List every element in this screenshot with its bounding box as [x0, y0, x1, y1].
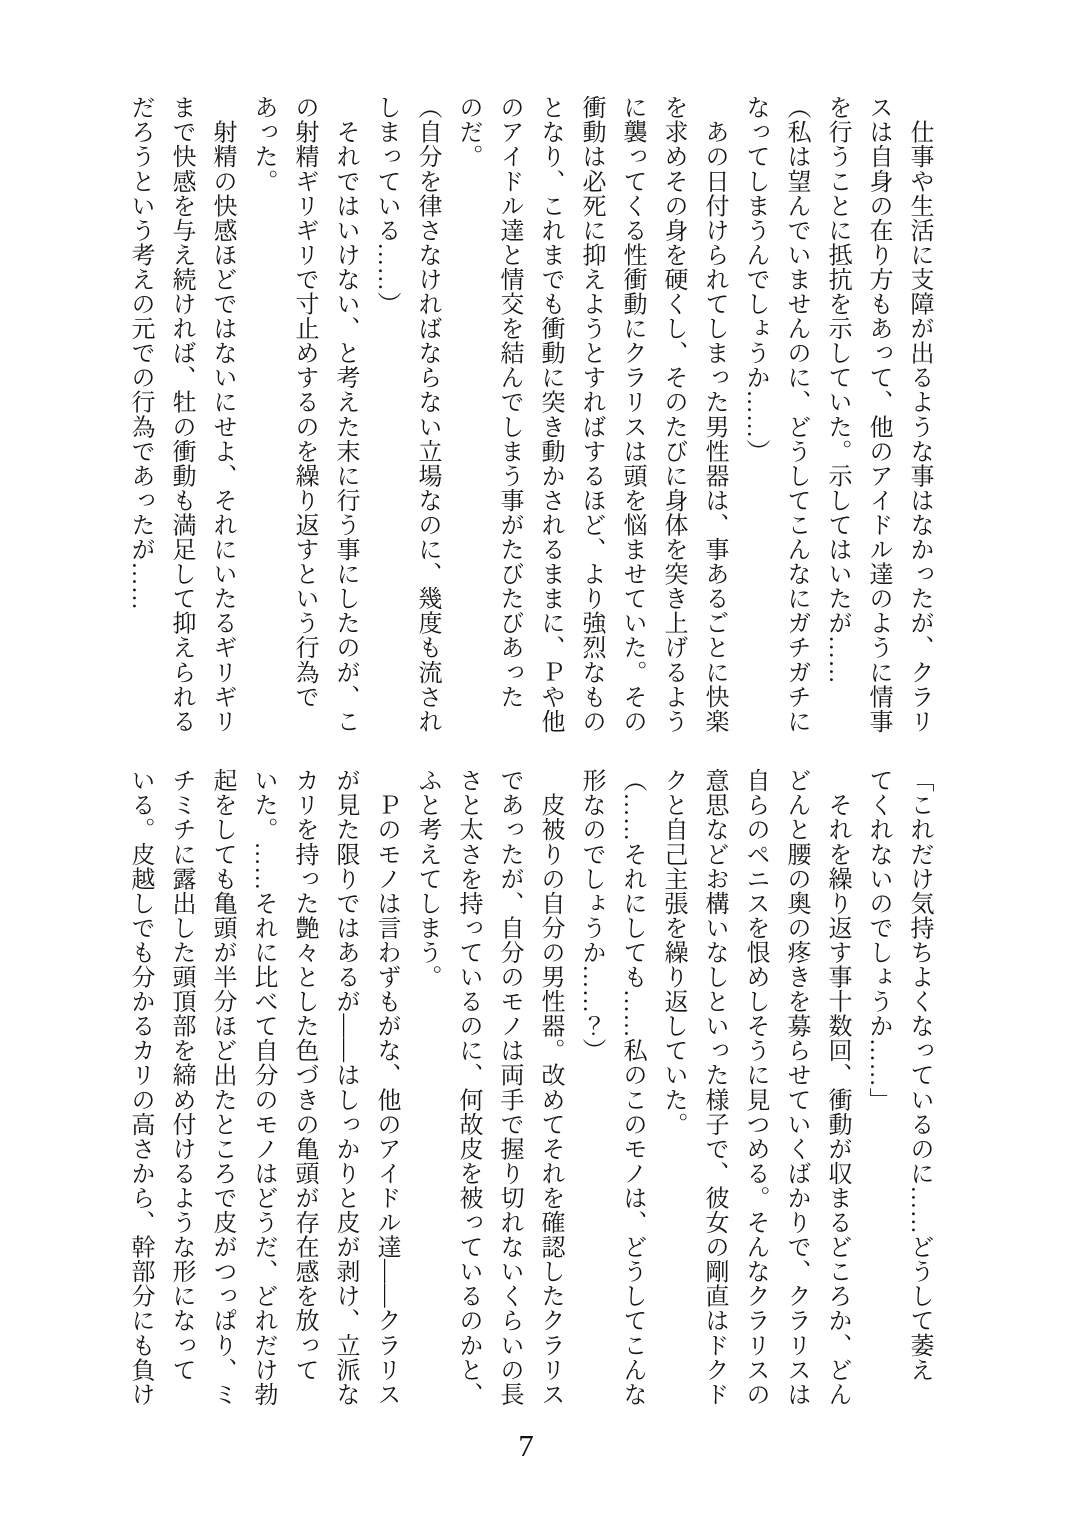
text-line: チミチに露出した頭頂部を締め付けるような形になって	[168, 768, 194, 1382]
text-line: のアイドル達と情交を結んでしまう事がたびたびあった	[496, 95, 522, 709]
text-line: まで快感を与え続ければ、牡の衝動も満足して抑えられる	[168, 95, 194, 734]
text-line: それではいけない、と考えた末に行う事にしたのが、こ	[332, 95, 358, 734]
text-line: いる。皮越しでも分かるカリの高さから、幹部分にも負け	[127, 768, 153, 1407]
text-line: 仕事や生活に支障が出るような事はなかったが、クラリ	[906, 95, 932, 734]
text-line: （自分を律さなければならない立場なのに、幾度も流され	[414, 95, 440, 734]
text-line: 射精の快感ほどではないにせよ、それにいたるギリギリ	[209, 95, 235, 734]
text-line: であったが、自分のモノは両手で握り切れないくらいの長	[496, 768, 522, 1407]
top-text-block	[119, 95, 939, 737]
text-line: てくれないのでしょうか……」	[865, 768, 891, 1112]
text-line: の射精ギリギリで寸止めするのを繰り返すという行為で	[291, 95, 317, 709]
text-line: いた。……それに比べて自分のモノはどうだ、どれだけ勃	[250, 768, 276, 1407]
text-line: に襲ってくる性衝動にクラリスは頭を悩ませていた。その	[619, 95, 645, 734]
text-line: （……それにしても……私のこのモノは、どうしてこんな	[619, 768, 645, 1407]
text-line: 自らのペニスを恨めしそうに見つめる。そんなクラリスの	[742, 768, 768, 1407]
text-line: ふと考えてしまう。	[414, 768, 440, 989]
text-line: あの日付けられてしまった男性器は、事あるごとに快楽	[701, 95, 727, 734]
text-line: Ｐのモノは言わずもがな、他のアイドル達――クラリス	[373, 768, 399, 1407]
text-line: を求めその身を硬くし、そのたびに身体を突き上げるよう	[660, 95, 686, 734]
text-line: スは自身の在り方もあって、他のアイドル達のように情事	[865, 95, 891, 734]
text-line: さと太さを持っているのに、何故皮を被っているのかと、	[455, 768, 481, 1407]
text-line: だろうという考えの元での行為であったが……	[127, 95, 153, 611]
text-line: が見た限りではあるが――はしっかりと皮が剥け、立派な	[332, 768, 358, 1407]
page-number: 7	[518, 1428, 534, 1463]
text-line: しまっている……）	[373, 95, 399, 316]
text-line: 起をしても亀頭が半分ほど出たところで皮がつっぱり、ミ	[209, 768, 235, 1407]
text-line: クと自己主張を繰り返していた。	[660, 768, 686, 1137]
text-line: （私は望んでいませんのに、どうしてこんなにガチガチに	[783, 95, 809, 734]
text-line: のだ。	[455, 95, 481, 169]
text-line: 皮被りの自分の男性器。改めてそれを確認したクラリス	[537, 768, 563, 1407]
text-line: 衝動は必死に抑えようとすればするほど、より強烈なもの	[578, 95, 604, 734]
text-line: あった。	[250, 95, 276, 194]
text-line: を行うことに抵抗を示していた。示してはいたが……	[824, 95, 850, 685]
bottom-text-block	[119, 768, 939, 1410]
text-line: 意思などお構いなしといった様子で、彼女の剛直はドクド	[701, 768, 727, 1407]
text-line: それを繰り返す事十数回、衝動が収まるどころか、どん	[824, 768, 850, 1407]
text-line: どんと腰の奥の疼きを募らせていくばかりで、クラリスは	[783, 768, 809, 1407]
text-line: カリを持った艶々とした色づきの亀頭が存在感を放って	[291, 768, 317, 1382]
text-line: となり、これまでも衝動に突き動かされるままに、Ｐや他	[537, 95, 563, 734]
text-line: なってしまうんでしょうか……）	[742, 95, 768, 464]
text-line: 「これだけ気持ちよくなっているのに……どうして萎え	[906, 768, 932, 1382]
text-line: 形なのでしょうか……？）	[578, 768, 604, 1063]
